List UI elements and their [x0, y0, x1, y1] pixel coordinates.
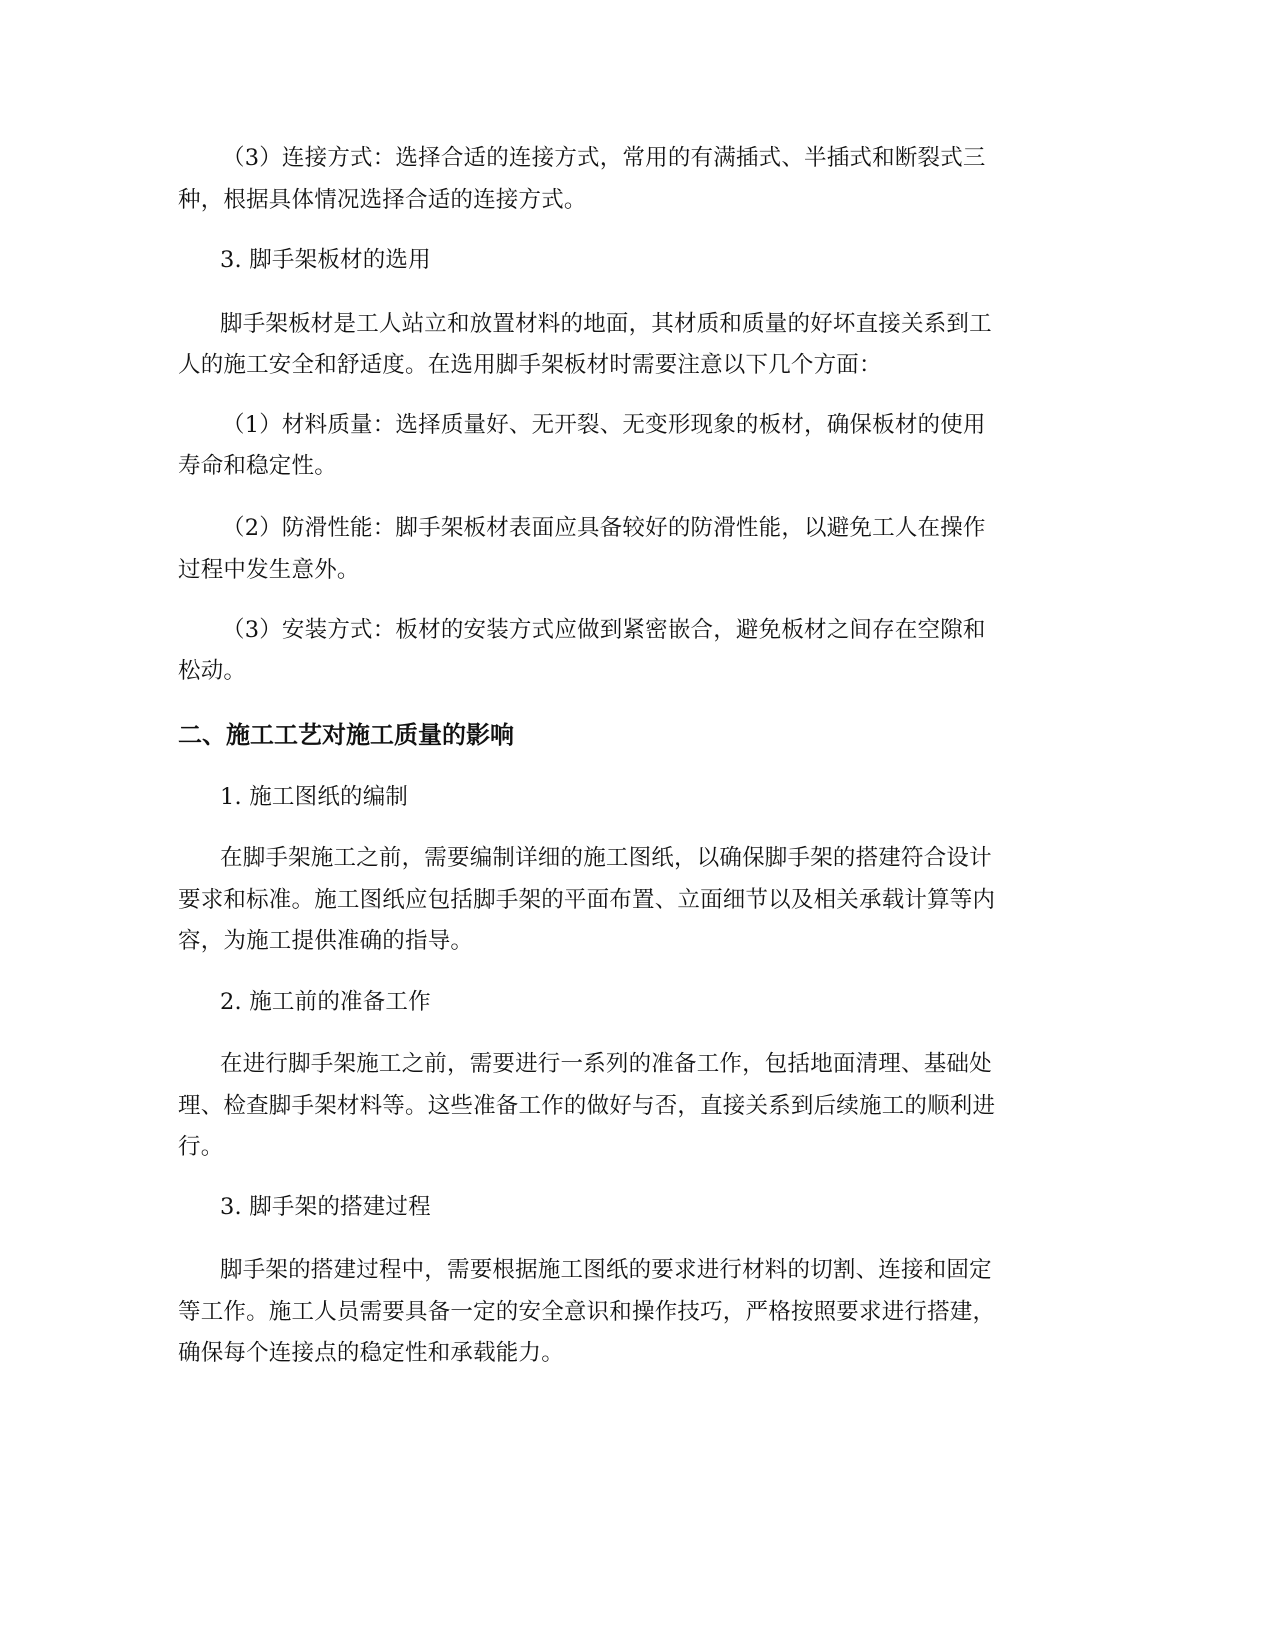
paragraph-line: 过程中发生意外。: [178, 557, 360, 583]
subsection-title: 3. 脚手架的搭建过程: [220, 1194, 431, 1220]
paragraph-line: 在进行脚手架施工之前，需要进行一系列的准备工作，包括地面清理、基础处: [220, 1051, 992, 1077]
section-heading: 二、施工工艺对施工质量的影响: [178, 721, 514, 749]
paragraph-line: 脚手架的搭建过程中，需要根据施工图纸的要求进行材料的切割、连接和固定: [220, 1257, 992, 1283]
paragraph-line: （3）安装方式：板材的安装方式应做到紧密嵌合，避免板材之间存在空隙和: [222, 617, 986, 643]
paragraph-line: 等工作。施工人员需要具备一定的安全意识和操作技巧，严格按照要求进行搭建，: [178, 1299, 996, 1325]
paragraph-line: 容，为施工提供准确的指导。: [178, 928, 474, 954]
paragraph-line: 人的施工安全和舒适度。在选用脚手架板材时需要注意以下几个方面：: [178, 352, 882, 378]
paragraph-line: （1）材料质量：选择质量好、无开裂、无变形现象的板材，确保板材的使用: [222, 412, 986, 438]
paragraph-line: （2）防滑性能：脚手架板材表面应具备较好的防滑性能，以避免工人在操作: [222, 515, 986, 541]
subsection-title: 1. 施工图纸的编制: [220, 784, 409, 810]
paragraph-line: 理、检查脚手架材料等。这些准备工作的做好与否，直接关系到后续施工的顺利进: [178, 1093, 996, 1119]
paragraph-line: 在脚手架施工之前，需要编制详细的施工图纸，以确保脚手架的搭建符合设计: [220, 845, 992, 871]
paragraph-line: 确保每个连接点的稳定性和承载能力。: [178, 1340, 564, 1366]
subsection-title: 3. 脚手架板材的选用: [220, 247, 431, 273]
paragraph-line: 行。: [178, 1134, 224, 1160]
paragraph-line: （3）连接方式：选择合适的连接方式，常用的有满插式、半插式和断裂式三: [222, 145, 986, 171]
paragraph-line: 寿命和稳定性。: [178, 453, 337, 479]
paragraph-line: 脚手架板材是工人站立和放置材料的地面，其材质和质量的好坏直接关系到工: [220, 311, 992, 337]
paragraph-line: 种，根据具体情况选择合适的连接方式。: [178, 187, 587, 213]
paragraph-line: 松动。: [178, 658, 247, 684]
paragraph-line: 要求和标准。施工图纸应包括脚手架的平面布置、立面细节以及相关承载计算等内: [178, 887, 996, 913]
subsection-title: 2. 施工前的准备工作: [220, 989, 431, 1015]
